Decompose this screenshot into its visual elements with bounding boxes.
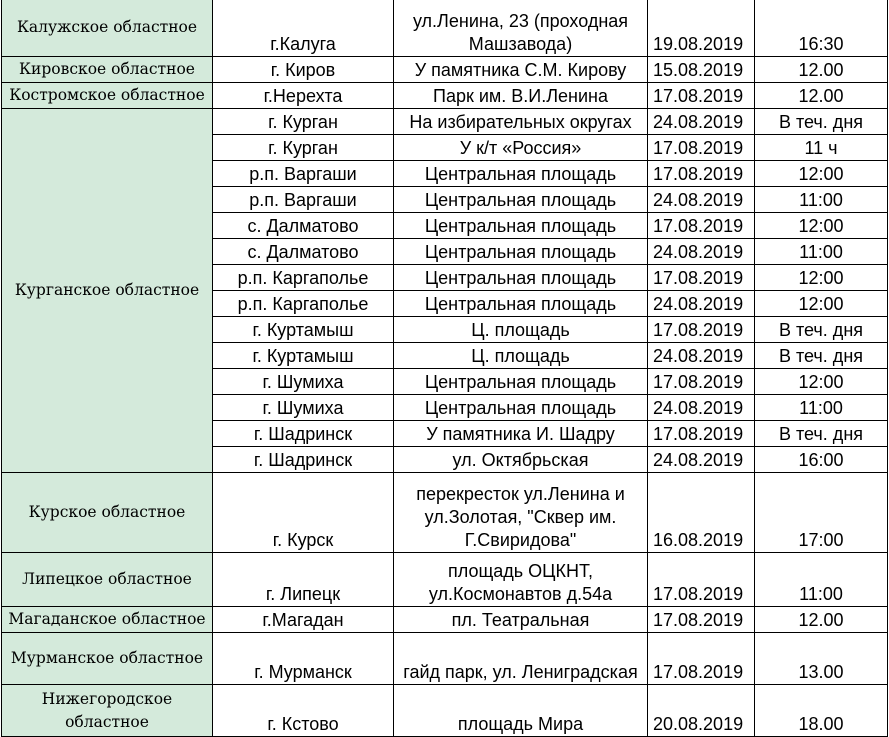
place-cell: площадь ОЦКНТ, ул.Космонавтов д.54а [394, 553, 648, 607]
city-cell: с. Далматово [213, 213, 394, 239]
city-cell: г. Мурманск [213, 633, 394, 685]
city-cell: г. Шумиха [213, 369, 394, 395]
place-cell: Ц. площадь [394, 317, 648, 343]
place-cell: У памятника С.М. Кирову [394, 57, 648, 83]
region-cell: Костромское областное [2, 83, 213, 109]
place-cell: Центральная площадь [394, 187, 648, 213]
city-cell: г. Шумиха [213, 395, 394, 421]
date-cell: 24.08.2019 [648, 291, 755, 317]
place-cell: площадь Мира [394, 685, 648, 737]
place-cell: гайд парк, ул. Ленигpадская [394, 633, 648, 685]
place-cell: Центральная площадь [394, 291, 648, 317]
place-cell: Парк им. В.И.Ленина [394, 83, 648, 109]
region-cell: Кировское областное [2, 57, 213, 83]
date-cell: 17.08.2019 [648, 633, 755, 685]
date-cell: 17.08.2019 [648, 317, 755, 343]
table-row [2, 633, 888, 685]
time-cell: 12:00 [755, 291, 888, 317]
date-cell: 17.08.2019 [648, 135, 755, 161]
city-cell: г. Шадринск [213, 421, 394, 447]
time-cell: 11:00 [755, 553, 888, 607]
place-cell: перекресток ул.Ленина и ул.Золотая, "Сквер им. Г.Свиридова" [394, 473, 648, 553]
city-cell: р.п. Каргаполье [213, 265, 394, 291]
place-cell: Центральная площадь [394, 239, 648, 265]
time-cell: 12:00 [755, 213, 888, 239]
time-cell: В теч. дня [755, 421, 888, 447]
events-table [1, 0, 888, 737]
date-cell: 15.08.2019 [648, 57, 755, 83]
city-cell: г. Курган [213, 109, 394, 135]
table-row [2, 473, 888, 553]
date-cell: 24.08.2019 [648, 239, 755, 265]
date-cell: 16.08.2019 [648, 473, 755, 553]
city-cell: г. Липецк [213, 553, 394, 607]
place-cell: Центральная площадь [394, 265, 648, 291]
city-cell: г. Куртамыш [213, 317, 394, 343]
date-cell: 17.08.2019 [648, 83, 755, 109]
city-cell: г. Курск [213, 473, 394, 553]
date-cell: 24.08.2019 [648, 343, 755, 369]
time-cell: В теч. дня [755, 109, 888, 135]
time-cell: 11 ч [755, 135, 888, 161]
city-cell: р.п. Варгаши [213, 187, 394, 213]
table-row [2, 553, 888, 607]
region-cell: Магаданское областное [2, 607, 213, 633]
region-cell: Курское областное [2, 473, 213, 553]
date-cell: 24.08.2019 [648, 395, 755, 421]
time-cell: 12.00 [755, 607, 888, 633]
region-cell: Мурманское областное [2, 633, 213, 685]
city-cell: г.Нерехта [213, 83, 394, 109]
city-cell: р.п. Каргаполье [213, 291, 394, 317]
table-body [2, 0, 888, 737]
time-cell: 16:30 [755, 0, 888, 57]
time-cell: В теч. дня [755, 317, 888, 343]
date-cell: 17.08.2019 [648, 421, 755, 447]
time-cell: 12.00 [755, 57, 888, 83]
table-row [2, 109, 888, 135]
place-cell: пл. Театральная [394, 607, 648, 633]
time-cell: В теч. дня [755, 343, 888, 369]
place-cell: На избирательных округах [394, 109, 648, 135]
time-cell: 11:00 [755, 187, 888, 213]
place-cell: Центральная площадь [394, 161, 648, 187]
date-cell: 17.08.2019 [648, 265, 755, 291]
place-cell: ул.Ленина, 23 (проходная Машзавода) [394, 0, 648, 57]
time-cell: 16:00 [755, 447, 888, 473]
table-row [2, 83, 888, 109]
place-cell: Центральная площадь [394, 369, 648, 395]
time-cell: 12:00 [755, 265, 888, 291]
time-cell: 13.00 [755, 633, 888, 685]
place-cell: У памятника И. Шадру [394, 421, 648, 447]
city-cell: с. Далматово [213, 239, 394, 265]
date-cell: 17.08.2019 [648, 553, 755, 607]
date-cell: 19.08.2019 [648, 0, 755, 57]
time-cell: 12:00 [755, 369, 888, 395]
time-cell: 18.00 [755, 685, 888, 737]
city-cell: г. Киров [213, 57, 394, 83]
city-cell: г. Кстово [213, 685, 394, 737]
region-cell: Калужское областное [2, 0, 213, 57]
date-cell: 24.08.2019 [648, 187, 755, 213]
time-cell: 11:00 [755, 395, 888, 421]
city-cell: г.Калуга [213, 0, 394, 57]
time-cell: 12:00 [755, 161, 888, 187]
city-cell: г. Шадринск [213, 447, 394, 473]
place-cell: У к/т «Россия» [394, 135, 648, 161]
region-cell: Курганское областное [2, 109, 213, 473]
table-row [2, 0, 888, 57]
date-cell: 17.08.2019 [648, 161, 755, 187]
table-row [2, 57, 888, 83]
place-cell: Ц. площадь [394, 343, 648, 369]
city-cell: р.п. Варгаши [213, 161, 394, 187]
city-cell: г. Курган [213, 135, 394, 161]
time-cell: 11:00 [755, 239, 888, 265]
date-cell: 17.08.2019 [648, 607, 755, 633]
date-cell: 17.08.2019 [648, 213, 755, 239]
table-row [2, 685, 888, 737]
place-cell: Центральная площадь [394, 395, 648, 421]
region-cell: Нижегородское областное [2, 685, 213, 737]
city-cell: г.Магадан [213, 607, 394, 633]
region-cell: Липецкое областное [2, 553, 213, 607]
time-cell: 12.00 [755, 83, 888, 109]
time-cell: 17:00 [755, 473, 888, 553]
city-cell: г. Куртамыш [213, 343, 394, 369]
date-cell: 24.08.2019 [648, 447, 755, 473]
place-cell: Центральная площадь [394, 213, 648, 239]
date-cell: 20.08.2019 [648, 685, 755, 737]
date-cell: 17.08.2019 [648, 369, 755, 395]
table-row [2, 607, 888, 633]
place-cell: ул. Октябрьская [394, 447, 648, 473]
date-cell: 24.08.2019 [648, 109, 755, 135]
